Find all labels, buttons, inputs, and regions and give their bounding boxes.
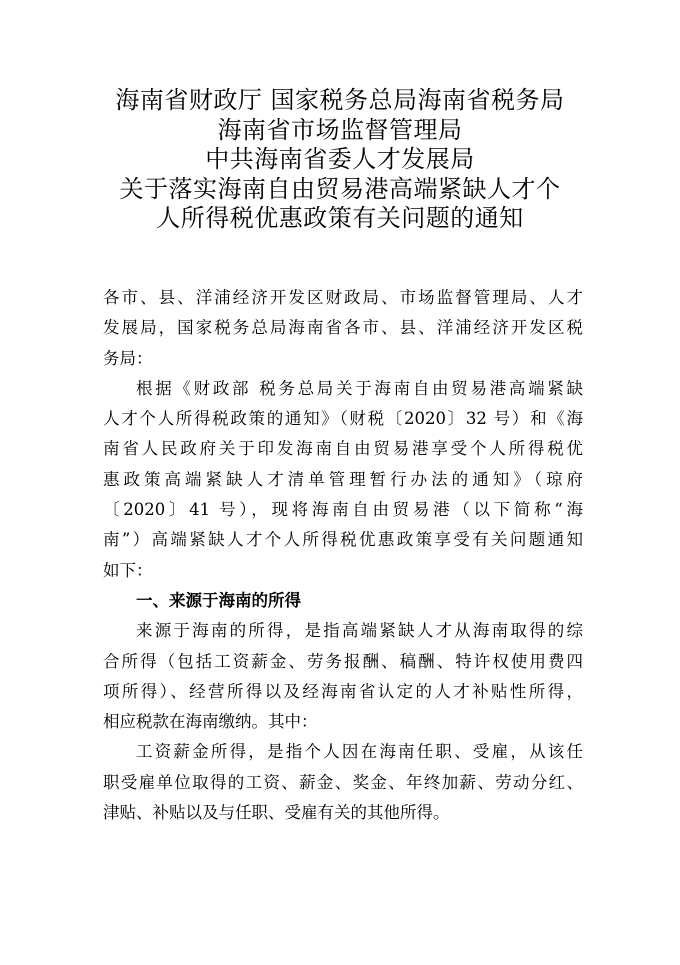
text-line: 〔2020〕41 号），现将海南自由贸易港（以下简称“海 xyxy=(103,500,583,520)
title-line: 关于落实海南自由贸易港高端紧缺人才个 xyxy=(119,174,561,203)
text-line: 人才个人所得税政策的通知》（财税〔2020〕32 号）和《海 xyxy=(103,409,583,429)
document-body xyxy=(103,283,583,828)
title-line: 海南省财政厅 国家税务总局海南省税务局 xyxy=(115,86,565,114)
text-line: 津贴、补贴以及与任职、受雇有关的其他所得。 xyxy=(103,803,450,823)
text-line: 惠政策高端紧缺人才清单管理暂行办法的通知》（琼府 xyxy=(103,469,583,489)
intro-paragraph xyxy=(103,374,583,586)
addressee-paragraph xyxy=(103,283,583,374)
document-title xyxy=(0,86,680,234)
text-line: 务局： xyxy=(103,348,153,368)
text-line: 如下： xyxy=(103,560,153,580)
text-line: 合所得（包括工资薪金、劳务报酬、稿酬、特许权使用费四 xyxy=(103,651,583,671)
text-line: 南”）高端紧缺人才个人所得税优惠政策享受有关问题通知 xyxy=(103,530,583,550)
text-line: 项所得）、经营所得以及经海南省认定的人才补贴性所得， xyxy=(103,681,583,701)
title-line: 人所得税优惠政策有关问题的通知 xyxy=(156,204,524,232)
text-line: 来源于海南的所得，是指高端紧缺人才从海南取得的综 xyxy=(136,621,583,641)
title-line: 海南省市场监督管理局 xyxy=(217,115,463,144)
text-line: 南省人民政府关于印发海南自由贸易港享受个人所得税优 xyxy=(103,439,583,459)
section-paragraph xyxy=(103,737,583,828)
text-line: 工资薪金所得，是指个人因在海南任职、受雇，从该任 xyxy=(136,742,583,762)
section-heading: 一、来源于海南的所得 xyxy=(136,590,301,610)
text-line: 根据《财政部 税务总局关于海南自由贸易港高端紧缺 xyxy=(136,378,583,398)
text-line: 相应税款在海南缴纳。其中： xyxy=(103,712,318,732)
title-line: 中共海南省委人才发展局 xyxy=(205,145,475,173)
text-line: 发展局，国家税务总局海南省各市、县、洋浦经济开发区税 xyxy=(103,318,583,338)
text-line: 职受雇单位取得的工资、薪金、奖金、年终加薪、劳动分红、 xyxy=(103,772,583,792)
text-line: 各市、县、洋浦经济开发区财政局、市场监督管理局、人才 xyxy=(103,288,583,307)
section-paragraph xyxy=(103,616,583,737)
